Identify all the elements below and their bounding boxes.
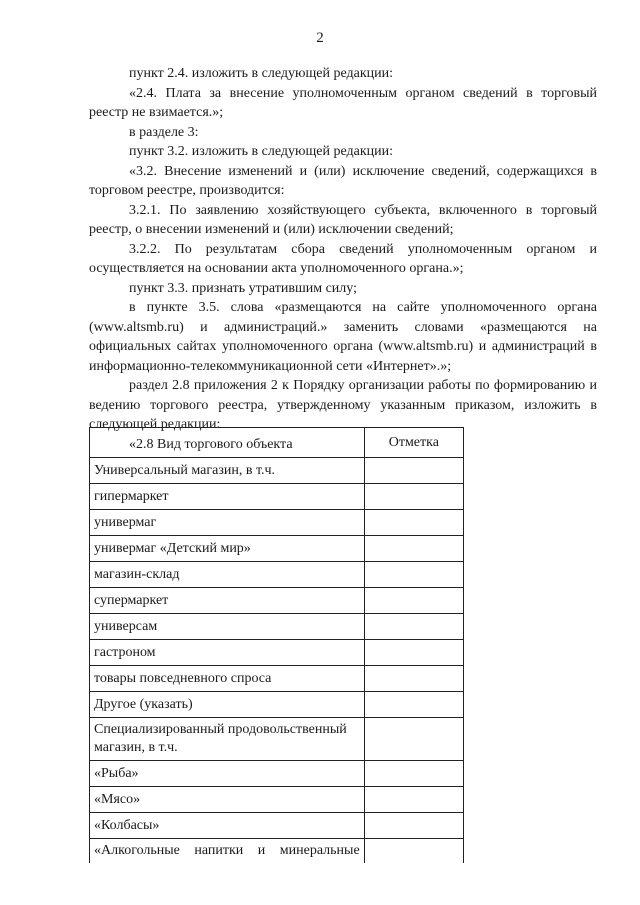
table-row-mark-cell[interactable] [364, 510, 463, 536]
table-row-label: универсам [90, 614, 365, 640]
paragraph-clause-3-5: в пункте 3.5. слова «размещаются на сайте уполномоченного органа (www.altsmb.ru) и администраций.» заменить словами «размещаются на официальных сайтах уполномоченного органа (www.altsmb.ru) и администраций в информационно-телекоммуникационной сети «Интернет».»; [89, 300, 597, 374]
table-row-mark-cell[interactable] [364, 484, 463, 510]
paragraph-clause-3-3: пункт 3.3. признать утратившим силу; [129, 280, 357, 296]
page-number: 2 [316, 30, 324, 46]
table-row-label: магазин-склад [90, 562, 365, 588]
table-row [90, 787, 464, 813]
table-row-mark-cell[interactable] [364, 718, 463, 761]
table-row [90, 510, 464, 536]
paragraph-clause-3-2-1: 3.2.1. По заявлению хозяйствующего субъекта, включенного в торговый реестр, о внесении изменений и (или) исключении сведений; [89, 202, 597, 237]
paragraph-clause-3-2-text: «3.2. Внесение изменений и (или) исключение сведений, содержащихся в торговом реестре, производится: [89, 163, 597, 198]
object-type-table [89, 427, 464, 863]
table-header-name-cell [90, 428, 365, 458]
table-row [90, 839, 464, 864]
table-row [90, 666, 464, 692]
table-row-mark-cell[interactable] [364, 562, 463, 588]
table-row [90, 562, 464, 588]
paragraph-section-3: в разделе 3: [129, 124, 199, 140]
table-row-label: «Колбасы» [90, 813, 365, 839]
table-row-mark-cell[interactable] [364, 536, 463, 562]
table-row-label: универмаг «Детский мир» [90, 536, 365, 562]
table-row-mark-cell[interactable] [364, 813, 463, 839]
table-row [90, 692, 464, 718]
paragraph-table-caption: «2.8 Вид торгового объекта [129, 436, 293, 452]
table-row-mark-cell[interactable] [364, 787, 463, 813]
paragraph-clause-3-2-intro: пункт 3.2. изложить в следующей редакции: [129, 144, 393, 159]
table-row-mark-cell[interactable] [364, 692, 463, 718]
table-row-label: гипермаркет [90, 484, 365, 510]
table-row [90, 588, 464, 614]
table-row-label: универмаг [90, 510, 365, 536]
table-row [90, 536, 464, 562]
table-row-label: гастроном [90, 640, 365, 666]
document-body [89, 64, 597, 454]
table-row-mark-cell[interactable] [364, 458, 463, 484]
table-row [90, 614, 464, 640]
table-row-label: Другое (указать) [90, 692, 365, 718]
paragraph-clause-2-4-intro: пункт 2.4. изложить в следующей редакции: [129, 66, 393, 81]
table-row-label: Специализированный продовольственный магазин, в т.ч. [90, 718, 365, 761]
table-row-label: «Мясо» [90, 787, 365, 813]
table-row-label: супермаркет [90, 588, 365, 614]
table-row-label: «Рыба» [90, 761, 365, 787]
table-row [90, 458, 464, 484]
table-row-mark-cell[interactable] [364, 588, 463, 614]
table-row-label: товары повседневного спроса [90, 666, 365, 692]
table-header-row [90, 428, 464, 458]
table-row [90, 813, 464, 839]
table-row [90, 718, 464, 761]
table-row-mark-cell[interactable] [364, 640, 463, 666]
table-row [90, 761, 464, 787]
paragraph-section-2-8: раздел 2.8 приложения 2 к Порядку организации работы по формированию и ведению торгового реестра, утвержденному указанным приказом, изложить в следующей редакции: [89, 378, 597, 432]
table-row-mark-cell[interactable] [364, 761, 463, 787]
table-row-mark-cell[interactable] [364, 614, 463, 640]
table-row-label: «Алкогольные напитки и минеральные [90, 839, 365, 864]
table-row-mark-cell[interactable] [364, 839, 463, 864]
paragraph-clause-3-2-2: 3.2.2. По результатам сбора сведений уполномоченным органом и осуществляется на основании акта уполномоченного органа.»; [89, 241, 597, 276]
table-row [90, 484, 464, 510]
table-row [90, 640, 464, 666]
paragraph-clause-2-4-text: «2.4. Плата за внесение уполномоченным органом сведений в торговый реестр не взимается.»; [89, 85, 597, 120]
table-header-mark-cell: Отметка [364, 428, 463, 458]
table-row-label: Универсальный магазин, в т.ч. [90, 458, 365, 484]
table-row-mark-cell[interactable] [364, 666, 463, 692]
